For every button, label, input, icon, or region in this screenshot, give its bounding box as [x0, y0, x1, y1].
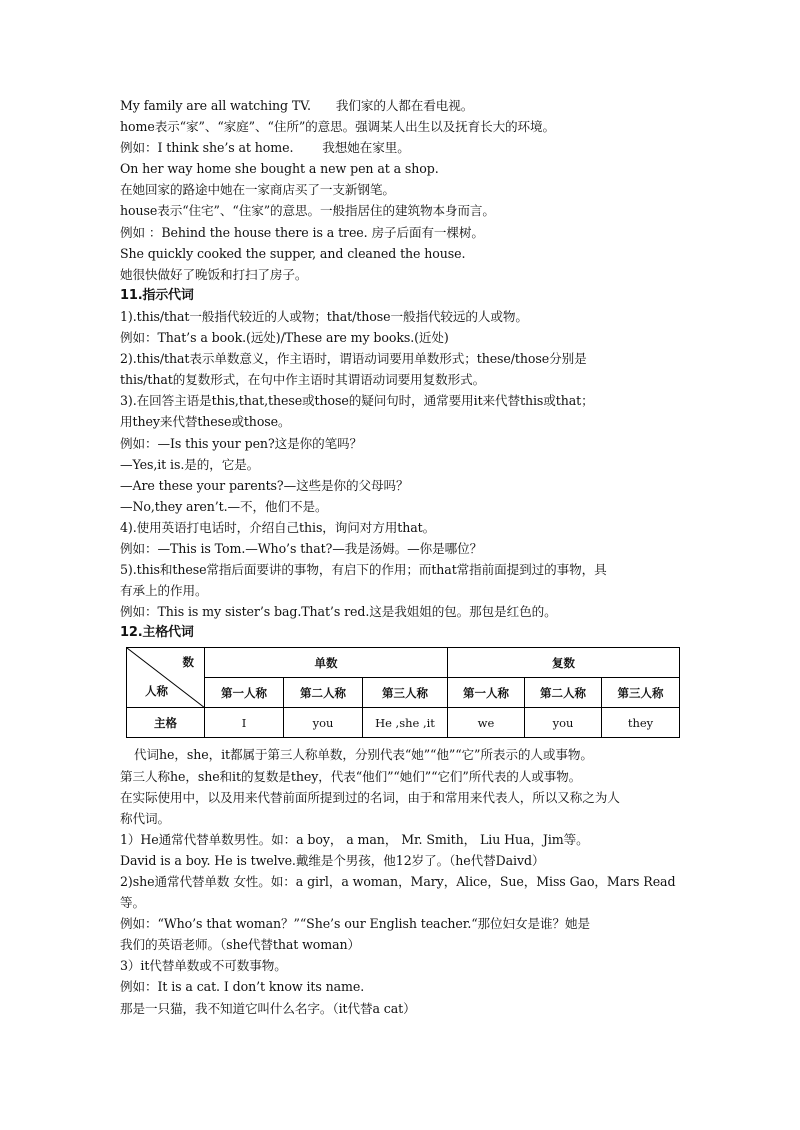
- table-corner-cell: [127, 648, 205, 708]
- section-subject-pronouns: [120, 622, 685, 1018]
- text-line: 例如：It is a cat. I don’t know its name.: [120, 979, 365, 995]
- text-line: 3).在回答主语是this,that,these或those的疑问句时，通常要用it来代替this或that；: [120, 393, 594, 409]
- person-header: 第一人称: [205, 678, 284, 708]
- text-line: —No,they aren’t.—不，他们不是。: [120, 498, 328, 514]
- plural-header: 复数: [448, 648, 680, 678]
- text-line: 3）it代替单数或不可数事物。: [120, 958, 287, 974]
- text-line: 例如：This is my sister’s bag.That’s red.这是我姐姐的包。那包是红色的。: [120, 604, 557, 620]
- table-cell: we: [448, 708, 525, 738]
- table-cell: He ,she ,it: [363, 708, 448, 738]
- text-line: 2)she通常代替单数 女性。如：a girl，a woman，Mary，Alice，Sue，Miss Gao，Mars Read: [120, 874, 676, 889]
- text-line: 用they来代替these或those。: [120, 414, 291, 430]
- text-line: 5).this和these常指后面要讲的事物，有启下的作用；而that常指前面提到过的事物，具: [120, 562, 607, 578]
- text-line: 2).this/that表示单数意义，作主语时，谓语动词要用单数形式；these/those分别是: [120, 351, 587, 367]
- text-line: On her way home she bought a new pen at a shop.: [120, 161, 439, 177]
- corner-top-label: 数: [182, 655, 194, 670]
- text-line: She quickly cooked the supper, and cleaned the house.: [120, 245, 466, 261]
- document-page: [120, 95, 685, 1019]
- text-line: house表示“住宅”、“住家”的意思。一般指居住的建筑物本身而言。: [120, 203, 495, 219]
- text-line: 例如：That’s a book.(远处)/These are my books.(近处): [120, 330, 449, 346]
- text-line: 第三人称he，she和it的复数是they，代表“他们”“她们”“它们”所代表的人或事物。: [120, 768, 582, 784]
- corner-bottom-label: 人称: [145, 684, 168, 699]
- text-line: 例如：“Who’s that woman？”“She’s our English teacher.“那位妇女是谁？她是: [120, 916, 590, 932]
- person-header: 第三人称: [363, 678, 448, 708]
- text-line: 例如 ：Behind the house there is a tree. 房子后面有一棵树。: [120, 224, 484, 240]
- table-cell: I: [205, 708, 284, 738]
- singular-header: 单数: [205, 648, 448, 678]
- person-header: 第三人称: [602, 678, 680, 708]
- text-line: David is a boy. He is twelve.戴维是个男孩，他12岁了。（he代替Daivd）: [120, 852, 545, 868]
- text-line: —Are these your parents?—这些是你的父母吗？: [120, 477, 409, 493]
- section-heading: 11.指示代词: [120, 287, 194, 303]
- row-label: 主格: [127, 708, 205, 738]
- table-cell: you: [525, 708, 602, 738]
- text-line: 那是一只猫，我不知道它叫什么名字。（it代替a cat）: [120, 1000, 416, 1016]
- text-line: 例如：I think she’s at home. 我想她在家里。: [120, 140, 410, 156]
- text-line: this/that的复数形式，在句中作主语时其谓语动词要用复数形式。: [120, 372, 486, 388]
- intro-block: [120, 95, 685, 285]
- text-line: 1）He通常代替单数男性。如：a boy， a man， Mr. Smith， Liu Hua，Jim等。: [120, 831, 589, 847]
- text-line: 有承上的作用。: [120, 583, 208, 599]
- text-line: 我们的英语老师。（she代替that woman）: [120, 937, 361, 953]
- text-line: —Yes,it is.是的，它是。: [120, 456, 260, 472]
- text-line: 等。: [120, 895, 145, 911]
- text-line: 例如：—Is this your pen?这是你的笔吗？: [120, 435, 363, 451]
- text-line: 称代词。: [120, 810, 170, 826]
- text-line: 代词he，she，it都属于第三人称单数，分别代表“她”“他”“它”所表示的人或事物。: [134, 747, 593, 763]
- person-header: 第二人称: [525, 678, 602, 708]
- person-header: 第一人称: [448, 678, 525, 708]
- text-line: 1).this/that一般指代较近的人或物；that/those一般指代较远的人或物。: [120, 308, 528, 324]
- table-cell: you: [284, 708, 363, 738]
- section-heading: 12.主格代词: [120, 625, 194, 641]
- person-header: 第二人称: [284, 678, 363, 708]
- text-line: My family are all watching TV. 我们家的人都在看电视。: [120, 98, 474, 113]
- text-line: 在她回家的路途中她在一家商店买了一支新钢笔。: [120, 182, 395, 198]
- section-demonstrative-pronouns: [120, 285, 685, 623]
- text-line: 例如：—This is Tom.—Who’s that?—我是汤姆。—你是哪位？: [120, 540, 483, 556]
- pronoun-table: [126, 647, 680, 738]
- text-line: 4).使用英语打电话时，介绍自己this，询问对方用that。: [120, 519, 436, 535]
- table-cell: they: [602, 708, 680, 738]
- text-line: 在实际使用中，以及用来代替前面所提到过的名词，由于和常用来代表人，所以又称之为人: [120, 789, 620, 805]
- text-line: 她很快做好了晚饭和打扫了房子。: [120, 266, 308, 282]
- text-line: home表示“家”、“家庭”、“住所”的意思。强调某人出生以及抚育长大的环境。: [120, 119, 556, 135]
